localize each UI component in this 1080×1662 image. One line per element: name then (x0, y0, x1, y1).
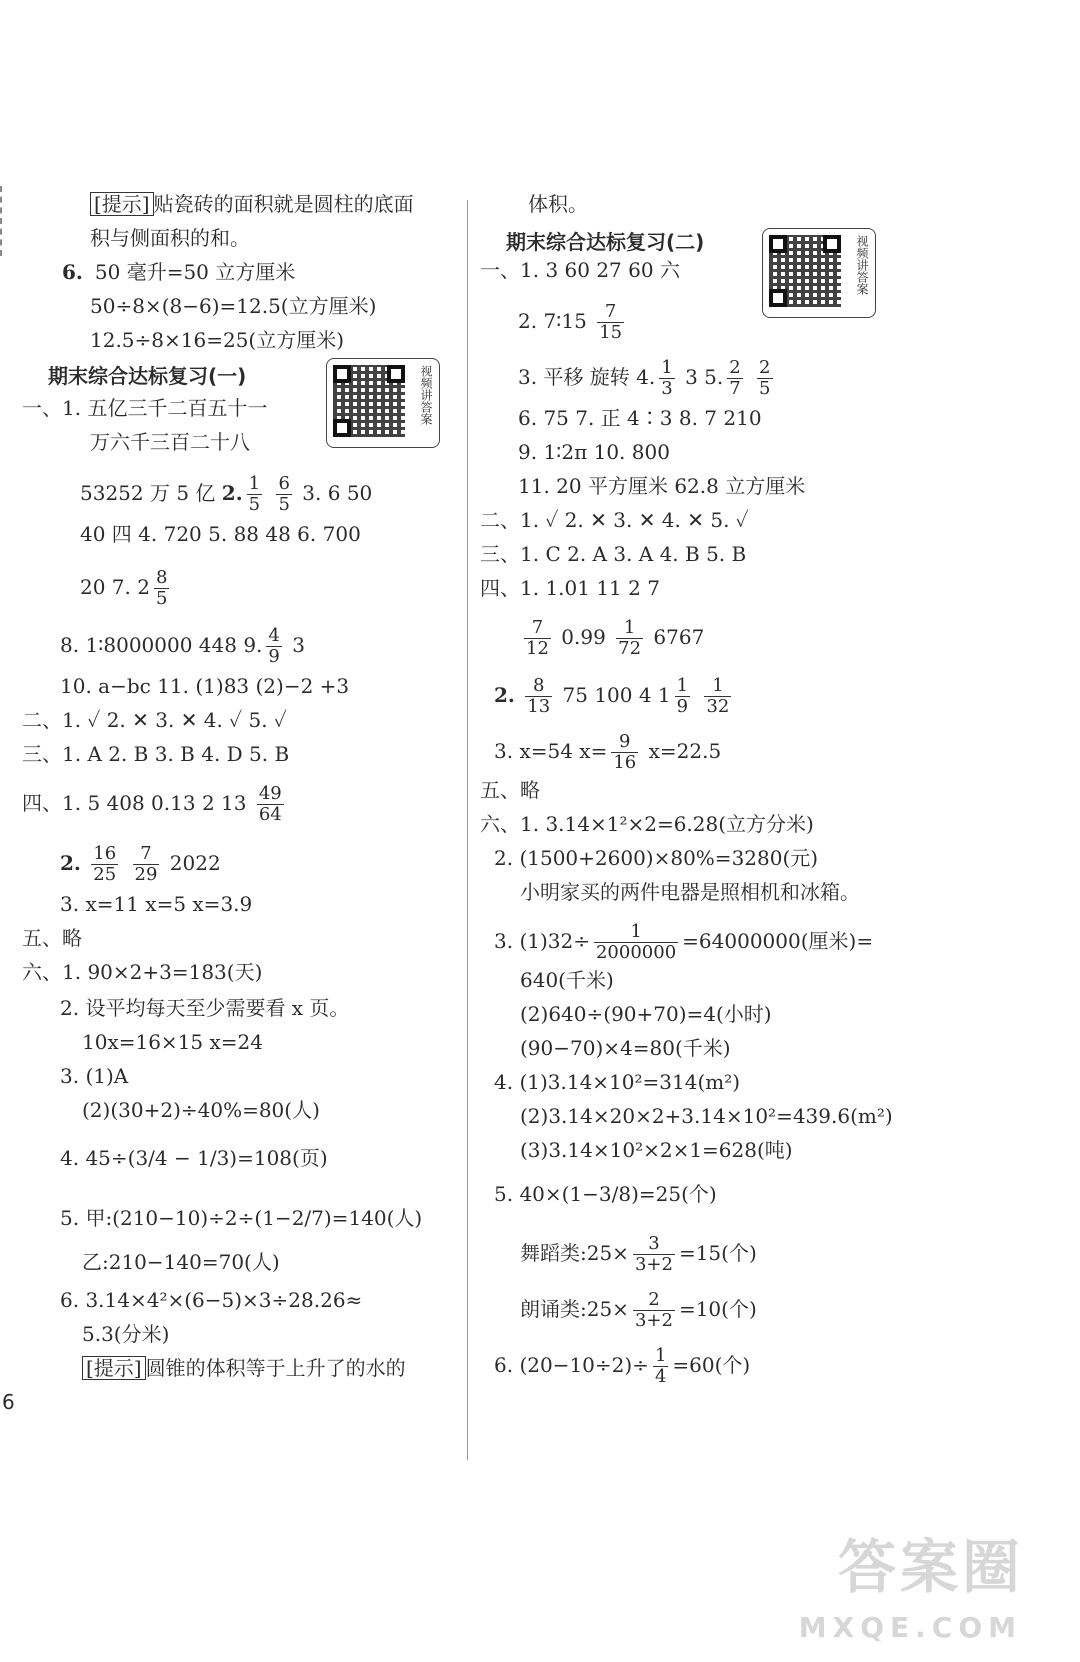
answer-line: 5. 40×(1−3/8)=25(个) (494, 1182, 717, 1206)
fraction: $\frac{6}{5}$ (278, 473, 290, 515)
answer-line: 53252 万 5 亿 2. $\frac{1}{5}$ $\frac{6}{5}$ 3. 6 50 (80, 473, 373, 515)
watermark-logo: 答案圈 (837, 1533, 1024, 1601)
answer-line: 5. 甲:(210−10)÷2÷(1−2/7)=140(人) (60, 1206, 423, 1230)
answer-line: 舞蹈类:25× $\frac{3}{3+2}$ =15(个) (520, 1233, 757, 1275)
qr-code[interactable] (326, 358, 440, 448)
answer-line: 6. 50 毫升=50 立方厘米 (62, 260, 296, 284)
binding-edge-marks (0, 186, 10, 256)
answer-line: 10. a−bc 11. (1)83 (2)−2 +3 (60, 674, 350, 698)
answer-line: (2)(30+2)÷40%=80(人) (82, 1098, 320, 1122)
fraction: $\frac{1}{72}$ (618, 617, 642, 659)
answer-line: 2. 设平均每天至少需要看 x 页。 (60, 996, 350, 1020)
answer-line: 12.5÷8×16=25(立方厘米) (90, 328, 345, 352)
fraction: $\frac{4}{9}$ (268, 625, 280, 667)
fraction: $\frac{1}{32}$ (706, 675, 730, 717)
answer-line: 40 四 4. 720 5. 88 48 6. 700 (80, 522, 361, 546)
answer-line: 积与侧面积的和。 (90, 226, 250, 250)
answer-line: 20 7. 2 $\frac{8}{5}$ (80, 567, 168, 609)
answer-line: 640(千米) (520, 968, 614, 992)
answer-line: 8. 1∶8000000 448 9. $\frac{4}{9}$ 3 (60, 625, 305, 667)
page-number: 6 (2, 1390, 15, 1414)
fraction: $\frac{7}{15}$ (599, 301, 623, 343)
tip-label: [提示] (90, 192, 154, 216)
answer-line: 三、1. C 2. A 3. A 4. B 5. B (480, 542, 747, 566)
answer-line: 50÷8×(8−6)=12.5(立方厘米) (90, 294, 377, 318)
answer-line: 2. (1500+2600)×80%=3280(元) (494, 846, 819, 870)
fraction: $\frac{1}{2000000}$ (595, 921, 677, 963)
watermark-url: MXQE.COM (798, 1611, 1022, 1644)
fraction: $\frac{7}{12}$ (526, 617, 549, 659)
answer-line: 2. $\frac{8}{13}$ 75 100 4 1 $\frac{1}{9}$ $\frac{1}{32}$ (494, 675, 730, 717)
fraction: $\frac{9}{16}$ (613, 731, 637, 773)
answer-line: 一、1. 五亿三千二百五十一 (22, 396, 268, 420)
qr-corner (333, 419, 351, 437)
answer-line: 2. 7∶15 $\frac{7}{15}$ (518, 301, 623, 343)
answer-line: 5.3(分米) (82, 1322, 170, 1346)
fraction: $\frac{1}{4}$ (654, 1345, 667, 1387)
answer-line: 五、略 (22, 926, 82, 950)
answer-line: (2)3.14×20×2+3.14×10²=439.6(m²) (520, 1104, 893, 1128)
answer-line: (3)3.14×10²×2×1=628(吨) (520, 1138, 793, 1162)
fraction: $\frac{2}{3+2}$ (634, 1289, 673, 1331)
answer-line: 三、1. A 2. B 3. B 4. D 5. B (22, 742, 290, 766)
qr-label: 视频讲答案 (419, 365, 433, 425)
fraction: $\frac{16}{25}$ (93, 843, 117, 885)
answer-line: 3. x=11 x=5 x=3.9 (60, 892, 253, 916)
qr-code[interactable] (762, 228, 876, 318)
fraction: $\frac{49}{64}$ (258, 783, 282, 825)
fraction: $\frac{1}{3}$ (661, 357, 673, 399)
answer-line: 11. 20 平方厘米 62.8 立方厘米 (518, 474, 806, 498)
answer-line: 6. 75 7. 正 4∶3 8. 7 210 (518, 406, 762, 430)
answer-line: 四、1. 1.01 11 2 7 (480, 576, 660, 600)
answer-line: (90−70)×4=80(千米) (520, 1036, 731, 1060)
answer-line: 五、略 (480, 778, 540, 802)
answer-line: 二、1. ✓ 2. ✕ 3. ✕ 4. ✕ 5. ✓ (480, 508, 749, 532)
answer-line: 六、1. 90×2+3=183(天) (22, 960, 263, 984)
fraction: $\frac{1}{5}$ (248, 473, 261, 515)
fraction: $\frac{1}{9}$ (676, 675, 689, 717)
answer-line: $\frac{7}{12}$ 0.99 $\frac{1}{72}$ 6767 (526, 617, 705, 659)
fraction: $\frac{2}{5}$ (759, 357, 771, 399)
answer-line: 乙:210−140=70(人) (82, 1250, 280, 1274)
answer-line: 4. (1)3.14×10²=314(m²) (494, 1070, 741, 1094)
answer-line: 六、1. 3.14×1²×2=6.28(立方分米) (480, 812, 814, 836)
answer-line: 10x=16×15 x=24 (82, 1030, 263, 1054)
answer-line: 二、1. ✓ 2. ✕ 3. ✕ 4. ✓ 5. ✓ (22, 708, 287, 732)
fraction: $\frac{3}{3+2}$ (634, 1233, 673, 1275)
fraction: $\frac{7}{29}$ (134, 843, 158, 885)
qr-label: 视频讲答案 (855, 235, 869, 295)
answer-line: (2)640÷(90+70)=4(小时) (520, 1002, 772, 1026)
answer-line: 2. $\frac{16}{25}$ $\frac{7}{29}$ 2022 (60, 843, 221, 885)
fraction: $\frac{2}{7}$ (729, 357, 741, 399)
answer-line: 9. 1∶2π 10. 800 (518, 440, 670, 464)
answer-line: 体积。 (528, 192, 588, 216)
answer-line: 四、1. 5 408 0.13 2 13 $\frac{49}{64}$ (22, 783, 282, 825)
answer-line: 万六千三百二十八 (90, 430, 250, 454)
qr-corner (769, 235, 787, 253)
qr-corner (387, 365, 405, 383)
answer-line: 4. 45÷(3/4 − 1/3)=108(页) (60, 1146, 328, 1170)
answer-line: 一、1. 3 60 27 60 六 (480, 258, 680, 282)
section-title: 期末综合达标复习(二) (506, 230, 705, 254)
fraction: $\frac{8}{5}$ (155, 567, 168, 609)
answer-line: 3. (1)32÷ $\frac{1}{2000000}$ =64000000(厘米)= (494, 921, 874, 963)
answer-line: 3. x=54 x= $\frac{9}{16}$ x=22.5 (494, 731, 722, 773)
tip-label: [提示] (82, 1356, 146, 1380)
qr-corner (333, 365, 351, 383)
qr-corner (769, 289, 787, 307)
fraction: $\frac{8}{13}$ (527, 675, 551, 717)
section-title: 期末综合达标复习(一) (48, 364, 247, 388)
qr-corner (823, 235, 841, 253)
answer-line: 朗诵类:25× $\frac{2}{3+2}$ =10(个) (520, 1289, 757, 1331)
answer-line: 3. 平移 旋转 4. $\frac{1}{3}$ 3 5. $\frac{2}{7}$ $\frac{2}{5}$ (518, 357, 771, 399)
tip-line: [提示] 圆锥的体积等于上升了的水的 (82, 1354, 406, 1382)
column-divider (467, 200, 468, 1460)
answer-line: 6. 3.14×4²×(6−5)×3÷28.26≈ (60, 1288, 363, 1312)
tip-line: [提示] 贴瓷砖的面积就是圆柱的底面 (90, 190, 414, 218)
answer-line: 小明家买的两件电器是照相机和冰箱。 (520, 880, 860, 904)
answer-line: 3. (1)A (60, 1064, 129, 1088)
answer-line: 6. (20−10÷2)÷ $\frac{1}{4}$ =60(个) (494, 1345, 751, 1387)
